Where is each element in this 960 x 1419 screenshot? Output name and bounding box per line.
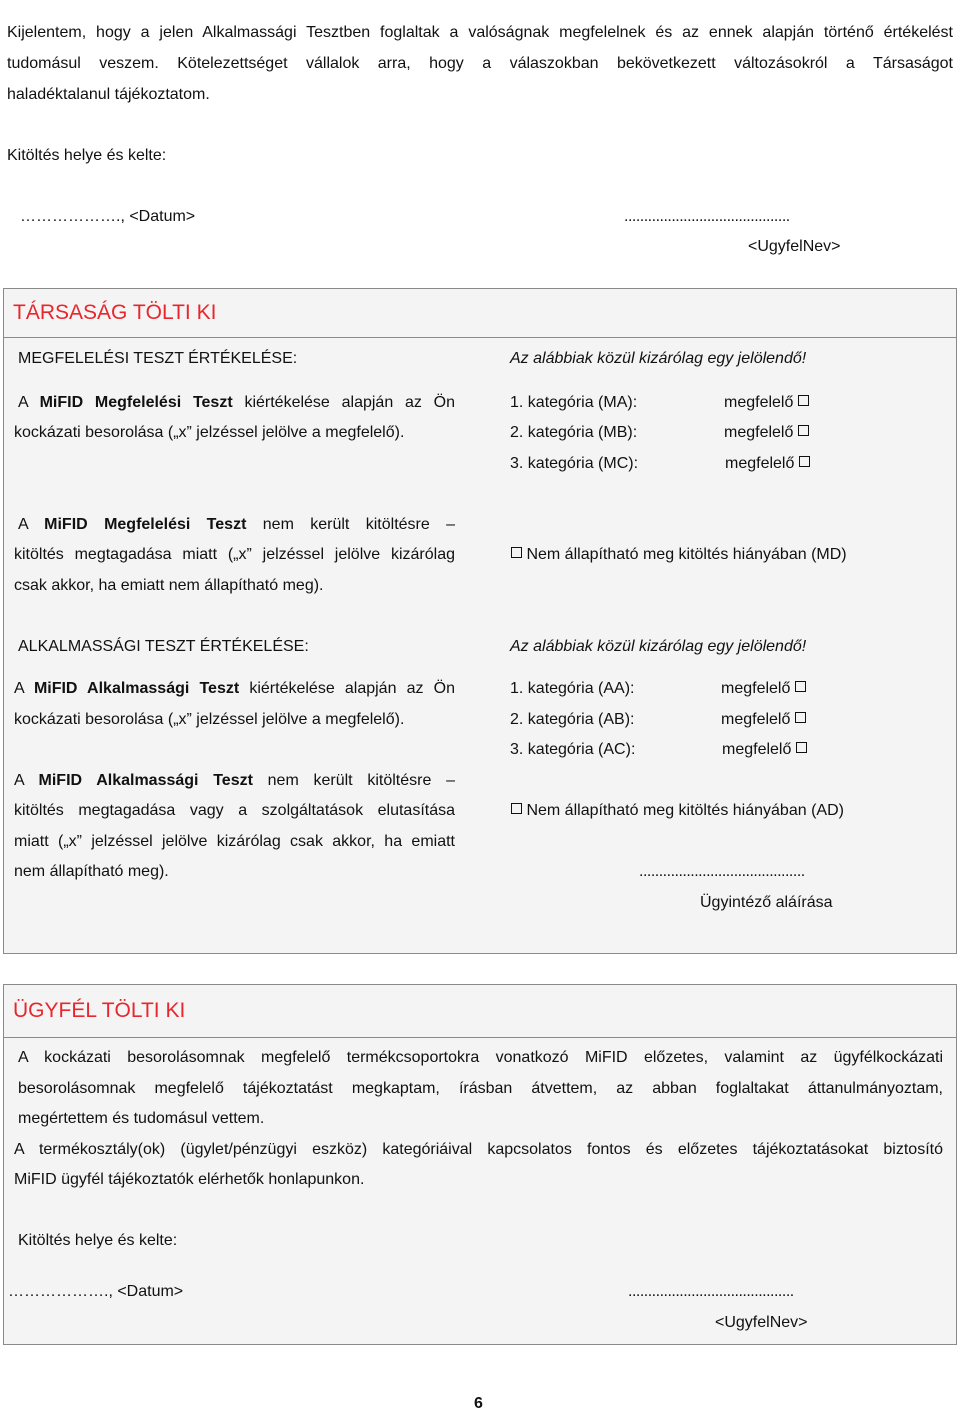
client-para-2-line-2: MiFID ügyfél tájékoztatók elérhetők honlapunkon. <box>14 1171 365 1188</box>
checkbox[interactable] <box>795 712 806 723</box>
suitability-instruction: Az alábbiak közül kizárólag egy jelölendő! <box>510 350 807 367</box>
page-number: 6 <box>474 1395 483 1412</box>
suitability-category-3-label: 3. kategória (MC): <box>510 455 639 472</box>
client-section-title: ÜGYFÉL TÖLTI KI <box>13 999 186 1022</box>
checkbox[interactable] <box>795 681 806 692</box>
appropriateness-heading: ALKALMASSÁGI TESZT ÉRTÉKELÉSE: <box>18 638 309 655</box>
date-line: ………………., <Datum> <box>20 208 196 225</box>
client-name: <UgyfelNev> <box>748 238 841 255</box>
suitability-category-3-option[interactable]: megfelelő <box>725 449 810 479</box>
appropriateness-not-filled-line-1: A MiFID Alkalmassági Teszt nem került kitöltésre – <box>14 772 455 789</box>
intro-line-1: Kijelentem, hogy a jelen Alkalmassági Tesztben foglaltak a valóságnak megfelelnek és az ennek alapján történő értékelést <box>7 24 953 41</box>
appropriateness-not-determinable-option[interactable]: Nem állapítható meg kitöltés hiányában (AD) <box>511 796 844 826</box>
client-para-1-line-2: besorolásomnak megfelelő tájékoztatást megkaptam, írásban átvettem, az abban foglaltakat áttanulmányoztam, <box>18 1080 943 1097</box>
appropriateness-category-2-label: 2. kategória (AB): <box>510 711 635 728</box>
suitability-not-filled-line-2: kitöltés megtagadása miatt („x” jelzéssel jelölve kizárólag <box>14 546 455 563</box>
client-signature-dots: .......................................... <box>628 1283 794 1300</box>
signature-dots: .......................................... <box>624 208 790 225</box>
suitability-not-determinable-option[interactable]: Nem állapítható meg kitöltés hiányában (MD) <box>511 540 847 570</box>
checkbox[interactable] <box>799 456 810 467</box>
appropriateness-category-3-label: 3. kategória (AC): <box>510 741 636 758</box>
appropriateness-desc-line-1: A MiFID Alkalmassági Teszt kiértékelése alapján az Ön <box>14 680 455 697</box>
intro-line-3: haladéktalanul tájékoztatom. <box>7 86 210 103</box>
administrator-signature-label: Ügyintéző aláírása <box>700 894 833 911</box>
client-place-date-label: Kitöltés helye és kelte: <box>18 1232 178 1249</box>
section-divider <box>4 337 956 338</box>
client-para-1-line-3: megértettem és tudomásul vettem. <box>18 1110 265 1127</box>
checkbox[interactable] <box>798 425 809 436</box>
appropriateness-category-3-option[interactable]: megfelelő <box>722 735 807 765</box>
section-divider <box>4 1037 956 1038</box>
appropriateness-category-2-option[interactable]: megfelelő <box>721 705 806 735</box>
checkbox[interactable] <box>511 547 522 558</box>
client-date-line: ………………., <Datum> <box>8 1283 184 1300</box>
suitability-not-filled-line-1: A MiFID Megfelelési Teszt nem került kitöltésre – <box>18 516 456 533</box>
checkbox[interactable] <box>511 803 522 814</box>
suitability-category-1-option[interactable]: megfelelő <box>724 388 809 418</box>
appropriateness-not-filled-line-3: miatt („x” jelzéssel jelölve kizárólag csak akkor, ha emiatt <box>14 833 455 850</box>
suitability-category-1-label: 1. kategória (MA): <box>510 394 638 411</box>
suitability-heading: MEGFELELÉSI TESZT ÉRTÉKELÉSE: <box>18 350 298 367</box>
client-para-1-line-1: A kockázati besorolásomnak megfelelő termékcsoportokra vonatkozó MiFID előzetes, valamint az ügyfélkockázati <box>18 1049 943 1066</box>
appropriateness-instruction: Az alábbiak közül kizárólag egy jelölendő! <box>510 638 807 655</box>
suitability-desc-line-1: A MiFID Megfelelési Teszt kiértékelése alapján az Ön <box>18 394 456 411</box>
checkbox[interactable] <box>798 395 809 406</box>
appropriateness-desc-line-2: kockázati besorolása („x” jelzéssel jelölve a megfelelő). <box>14 711 405 728</box>
checkbox[interactable] <box>796 742 807 753</box>
company-section-title: TÁRSASÁG TÖLTI KI <box>13 301 217 324</box>
appropriateness-not-filled-line-2: kitöltés megtagadása vagy a szolgáltatások elutasítása <box>14 802 455 819</box>
administrator-signature-dots: .......................................... <box>639 863 805 880</box>
suitability-not-filled-line-3: csak akkor, ha emiatt nem állapítható meg). <box>14 577 324 594</box>
place-date-label: Kitöltés helye és kelte: <box>7 147 167 164</box>
appropriateness-category-1-option[interactable]: megfelelő <box>721 674 806 704</box>
suitability-desc-line-2: kockázati besorolása („x” jelzéssel jelölve a megfelelő). <box>14 424 405 441</box>
intro-line-2: tudomásul veszem. Kötelezettséget vállalok arra, hogy a válaszokban bekövetkezett változásokról a Társaságot <box>7 55 953 72</box>
client-para-2-line-1: A termékosztály(ok) (ügylet/pénzügyi eszköz) kategóriáival kapcsolatos fontos és előzetes tájékoztatásokat biztosító <box>14 1141 943 1158</box>
client-name: <UgyfelNev> <box>715 1314 808 1331</box>
suitability-category-2-label: 2. kategória (MB): <box>510 424 638 441</box>
suitability-category-2-option[interactable]: megfelelő <box>724 418 809 448</box>
appropriateness-not-filled-line-4: nem állapítható meg). <box>14 863 169 880</box>
appropriateness-category-1-label: 1. kategória (AA): <box>510 680 635 697</box>
